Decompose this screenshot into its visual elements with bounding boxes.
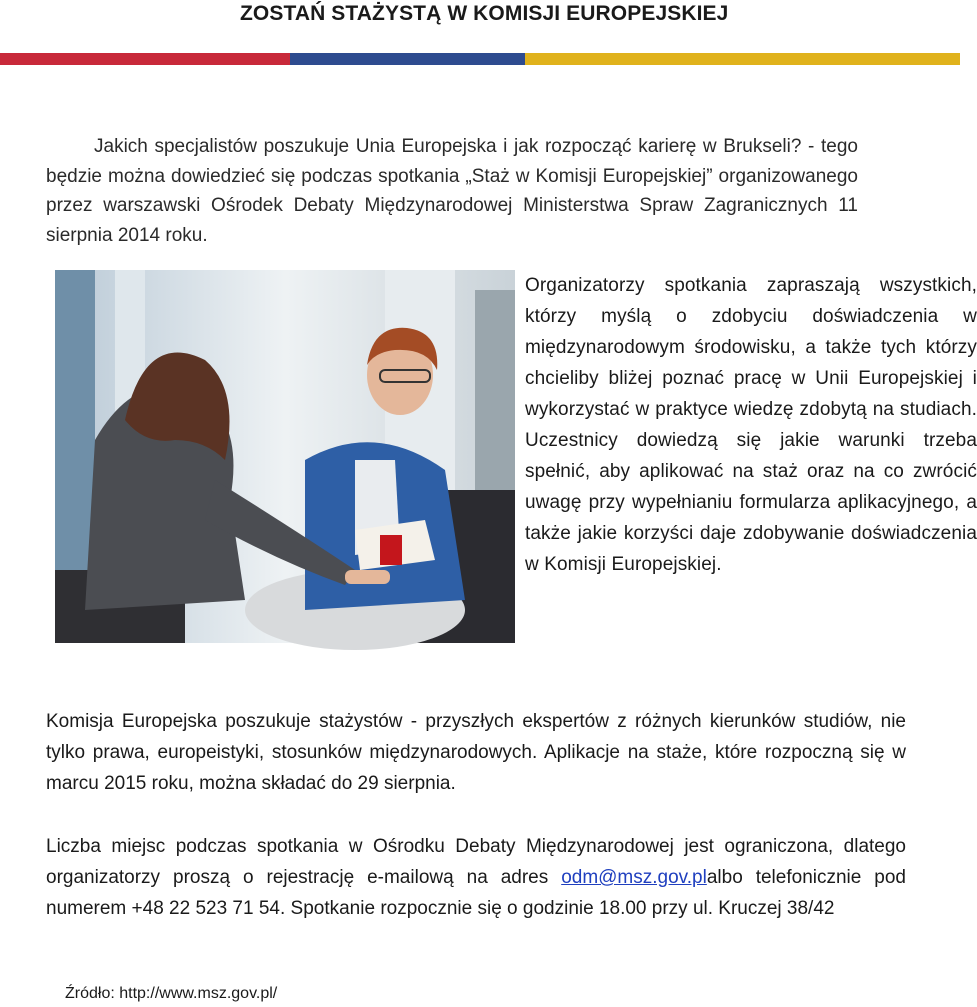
registration-text-end: albo telefonicznie pod numerem +48 22 523 71 54. Spotkanie rozpocznie się o godzinie 18.00 przy ul. Kruczej 38/42	[46, 867, 906, 919]
intro-paragraph: Jakich specjalistów poszukuje Unia Europejska i jak rozpocząć karierę w Brukseli? - tego będzie można dowiedzieć się podczas spotkania „Staż w Komisji Europejskiej” organizowanego przez warszawski Ośrodek Debaty Międzynarodowej Ministerstwa Spraw Zagranicznych 11 sierpnia 2014 roku.	[46, 136, 858, 246]
page-title: ZOSTAŃ STAŻYSTĄ W KOMISJI EUROPEJSKIEJ	[240, 2, 729, 25]
recruitment-paragraph: Komisja Europejska poszukuje stażystów - przyszłych ekspertów z różnych kierunków studiów, nie tylko prawa, europeistyki, stosunków międzynarodowych. Aplikacje na staże, które rozpoczną się w marcu 2015 roku, można składać do 29 sierpnia.	[46, 711, 906, 794]
side-text-container	[525, 270, 977, 650]
bar-segment-red	[0, 53, 290, 65]
bar-segment-blue	[290, 53, 525, 65]
email-link[interactable]: odm@msz.gov.pl	[561, 867, 707, 888]
students-photo	[55, 270, 515, 643]
bar-segment-yellow	[525, 53, 960, 65]
side-paragraph: Organizatorzy spotkania zapraszają wszystkich, którzy myślą o zdobyciu doświadczenia w międzynarodowym środowisku, a także tych którzy chcieliby bliżej poznać pracę w Unii Europejskiej i wykorzystać w praktyce wiedzę zdobytą na studiach. Uczestnicy dowiedzą się jakie warunki trzeba spełnić, aby aplikować na staż oraz na co zwrócić uwagę przy wypełnianiu formularza aplikacyjnego, a także jakie korzyści daje zdobywanie doświadczenia w Komisji Europejskiej.	[525, 275, 977, 575]
source-note: Źródło: http://www.msz.gov.pl/	[65, 985, 278, 1002]
registration-text-start: Liczba miejsc podczas spotkania w Ośrodku Debaty Międzynarodowej jest ograniczona, dlatego organizatorzy proszą o rejestrację e-mailową na adres	[46, 836, 906, 888]
registration-paragraph	[46, 831, 906, 924]
color-bar	[0, 53, 960, 65]
